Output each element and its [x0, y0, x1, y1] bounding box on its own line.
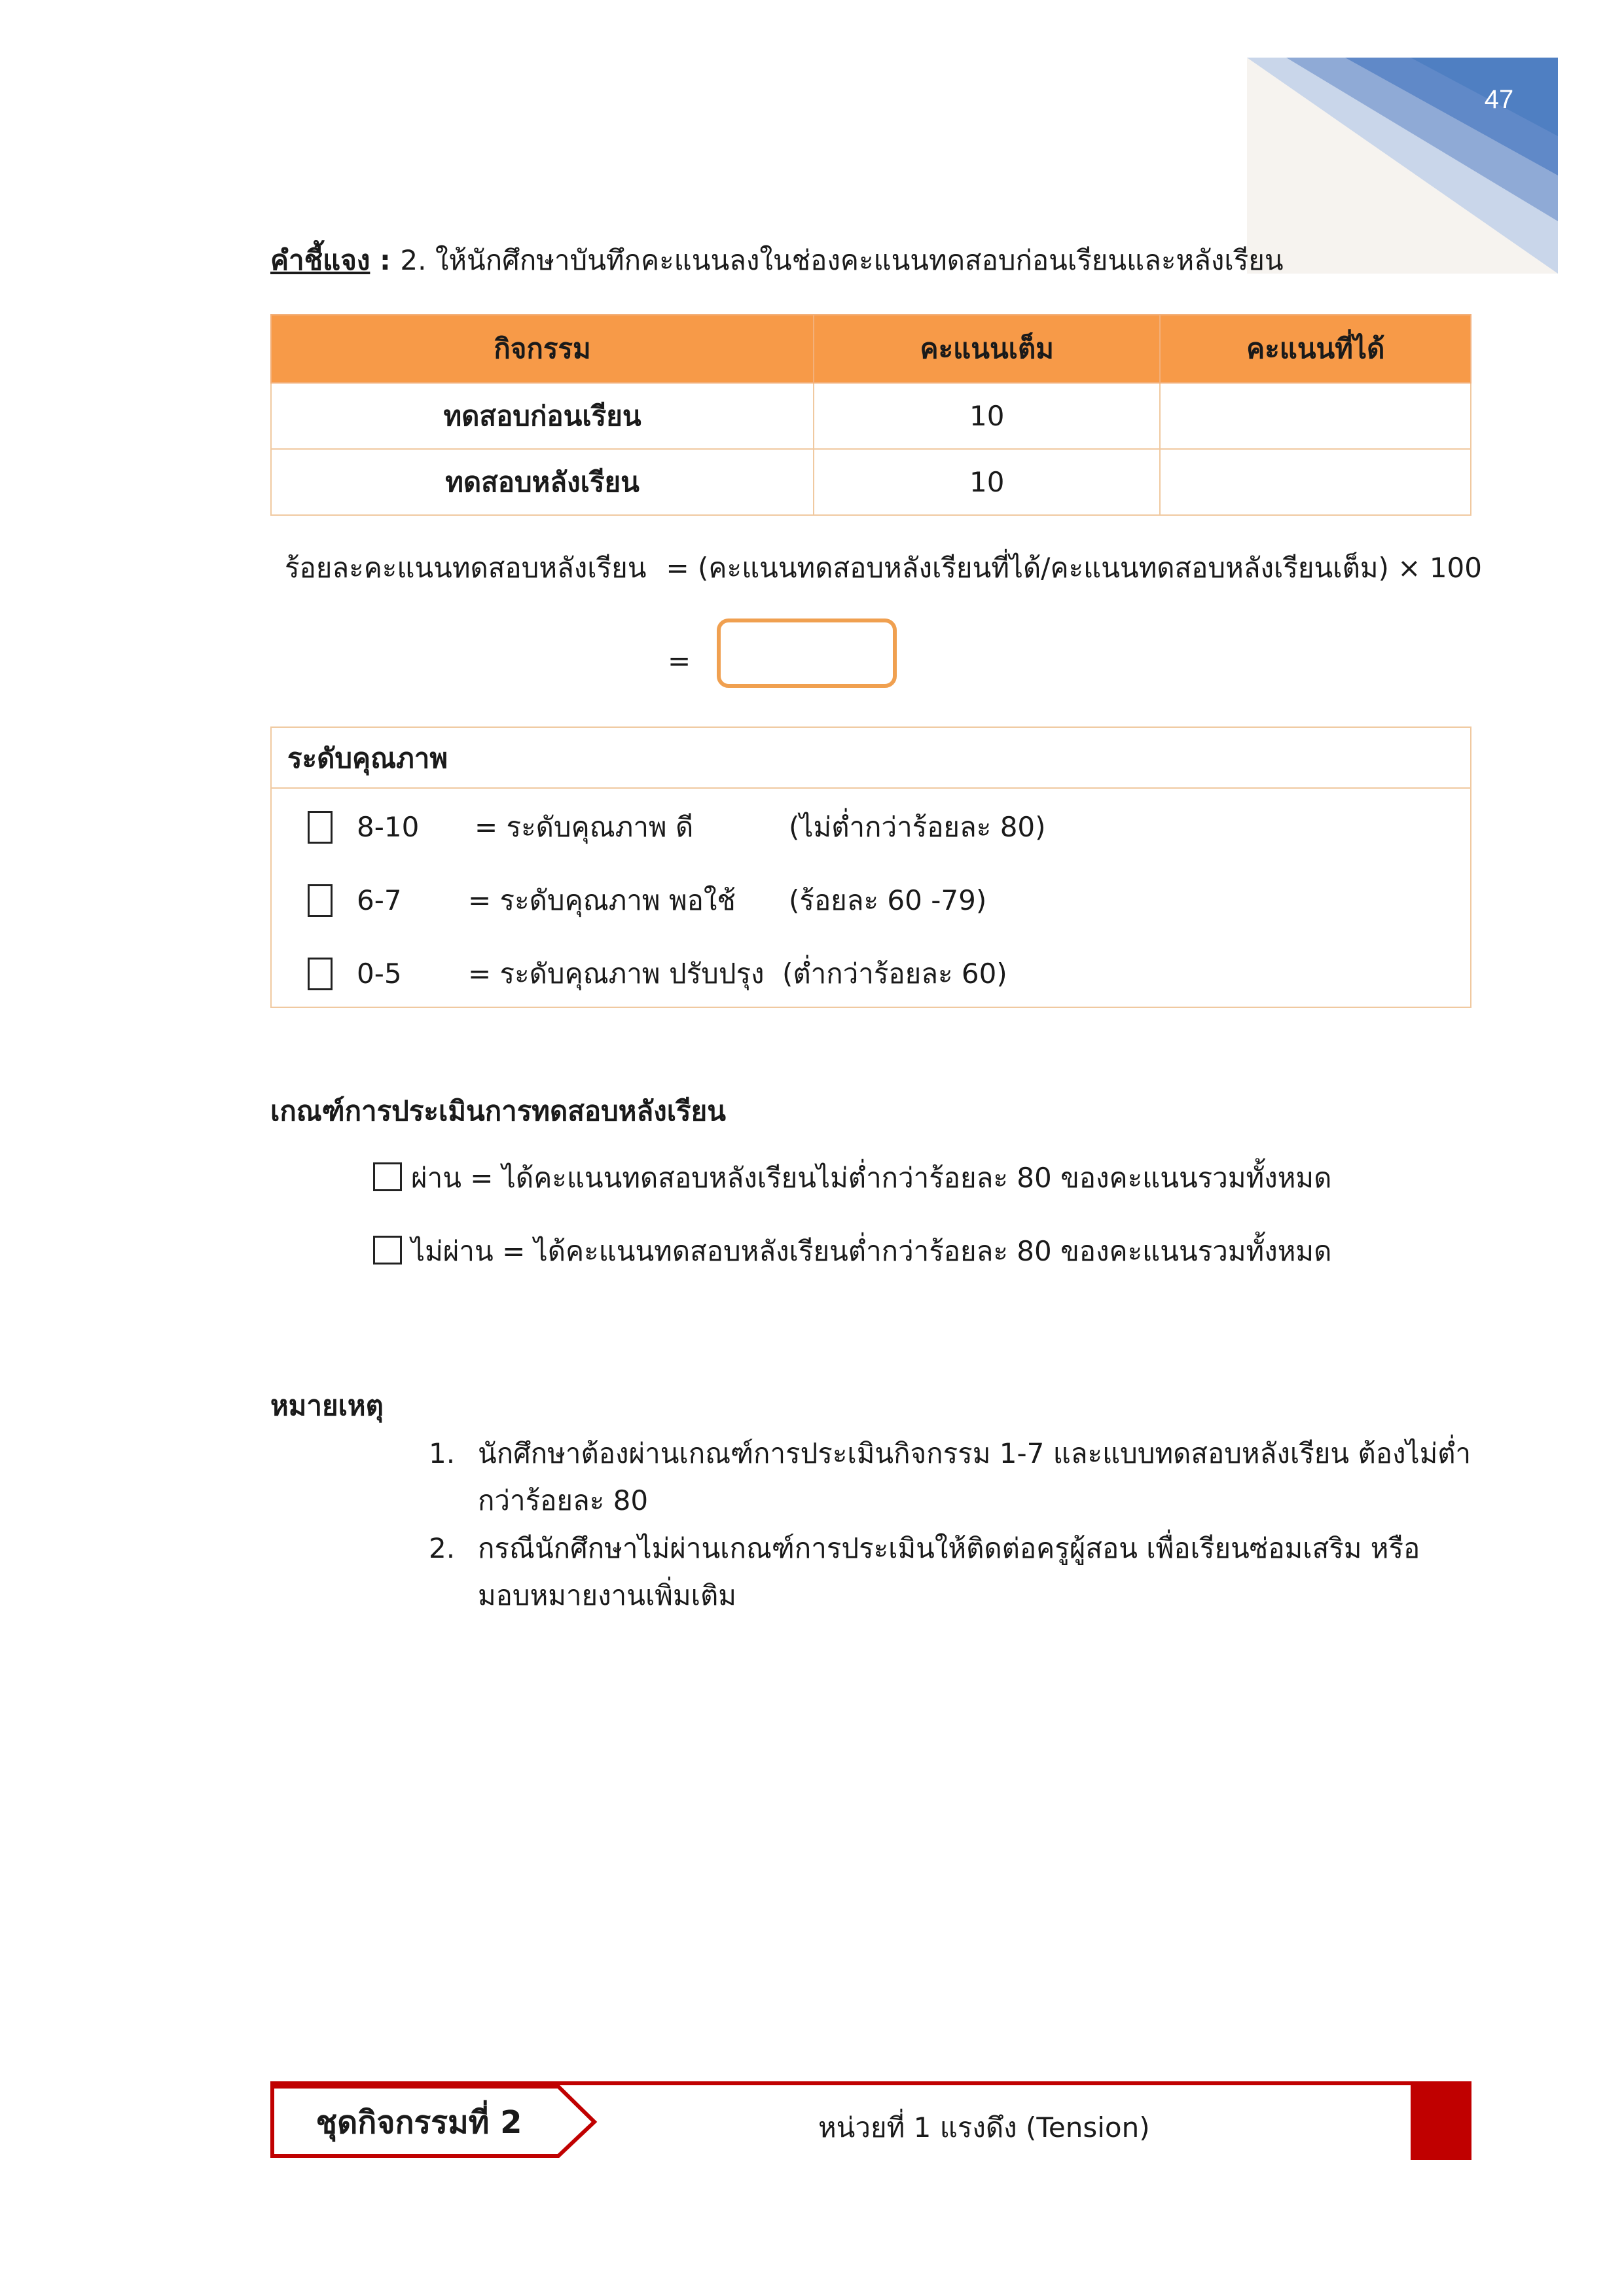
instruction-colon: :	[370, 244, 401, 276]
header-activity: กิจกรรม	[271, 315, 814, 383]
quality-desc: = ระดับคุณภาพ พอใช้	[468, 884, 736, 916]
notes-title: หมายเหตุ	[270, 1390, 384, 1422]
activity-set-label: ชุดกิจกรรมที่ 2	[316, 2104, 522, 2141]
unit-label: หน่วยที่ 1 แรงดึง (Tension)	[818, 2111, 1150, 2144]
instruction-text: 2. ให้นักศึกษาบันทึกคะแนนลงในช่องคะแนนทดสอบก่อนเรียนและหลังเรียน	[400, 244, 1284, 276]
formula-equals: =	[668, 645, 691, 677]
quality-desc: = ระดับคุณภาพ ปรับปรุง	[468, 958, 765, 990]
criteria-text: ไม่ผ่าน = ได้คะแนนทดสอบหลังเรียนต่ำกว่าร้อยละ 80 ของคะแนนรวมทั้งหมด	[411, 1235, 1332, 1267]
instruction-lead: คำชี้แจง	[270, 244, 370, 276]
activity-cell: ทดสอบก่อนเรียน	[271, 383, 814, 449]
quality-title: ระดับคุณภาพ	[272, 728, 1470, 789]
note-line: นักศึกษาต้องผ่านเกณฑ์การประเมินกิจกรรม 1-7 และแบบทดสอบหลังเรียน ต้องไม่ต่ำ	[478, 1437, 1471, 1469]
formula-label: ร้อยละคะแนนทดสอบหลังเรียน	[285, 552, 647, 584]
note-number: 1.	[429, 1437, 456, 1469]
quality-range: 6-7	[357, 884, 402, 916]
criteria-item-fail	[373, 1232, 1331, 1271]
header-obtained-score: คะแนนที่ได้	[1160, 315, 1471, 383]
criteria-title: เกณฑ์การประเมินการทดสอบหลังเรียน	[270, 1095, 726, 1127]
header-full-score: คะแนนเต็ม	[814, 315, 1160, 383]
note-line: กรณีนักศึกษาไม่ผ่านเกณฑ์การประเมินให้ติดต่อครูผู้สอน เพื่อเรียนซ่อมเสริม หรือ	[478, 1532, 1420, 1564]
checkbox[interactable]	[373, 1236, 402, 1265]
checkbox[interactable]	[373, 1162, 402, 1191]
quality-percent: (ต่ำกว่าร้อยละ 60)	[782, 958, 1007, 990]
instruction-line	[270, 239, 1284, 282]
activity-cell: ทดสอบหลังเรียน	[271, 449, 814, 515]
page-number: 47	[1484, 85, 1514, 114]
score-table-header	[271, 315, 1471, 383]
result-box[interactable]	[717, 619, 897, 688]
obtained-score-cell[interactable]	[1160, 449, 1471, 515]
criteria-item-pass	[373, 1158, 1331, 1198]
table-row	[271, 449, 1471, 515]
checkbox[interactable]	[308, 811, 333, 844]
checkbox[interactable]	[308, 958, 333, 990]
quality-table	[270, 726, 1471, 1008]
formula-expression: = (คะแนนทดสอบหลังเรียนที่ได้/คะแนนทดสอบหลังเรียนเต็ม) × 100	[666, 552, 1482, 584]
full-score-cell: 10	[814, 383, 1160, 449]
footer-red-block	[1411, 2083, 1471, 2160]
note-number: 2.	[429, 1532, 456, 1564]
note-line: กว่าร้อยละ 80	[478, 1484, 649, 1516]
checkbox[interactable]	[308, 884, 333, 917]
quality-range: 8-10	[357, 811, 420, 843]
percentage-formula	[285, 547, 1482, 590]
quality-range: 0-5	[357, 958, 402, 990]
quality-percent: (ร้อยละ 60 -79)	[789, 884, 987, 916]
criteria-text: ผ่าน = ได้คะแนนทดสอบหลังเรียนไม่ต่ำกว่าร้อยละ 80 ของคะแนนรวมทั้งหมด	[411, 1162, 1332, 1194]
quality-desc: = ระดับคุณภาพ ดี	[475, 811, 694, 843]
obtained-score-cell[interactable]	[1160, 383, 1471, 449]
score-table	[270, 314, 1471, 516]
quality-percent: (ไม่ต่ำกว่าร้อยละ 80)	[789, 811, 1046, 843]
table-row	[271, 383, 1471, 449]
note-line: มอบหมายงานเพิ่มเติม	[478, 1579, 736, 1611]
full-score-cell: 10	[814, 449, 1160, 515]
